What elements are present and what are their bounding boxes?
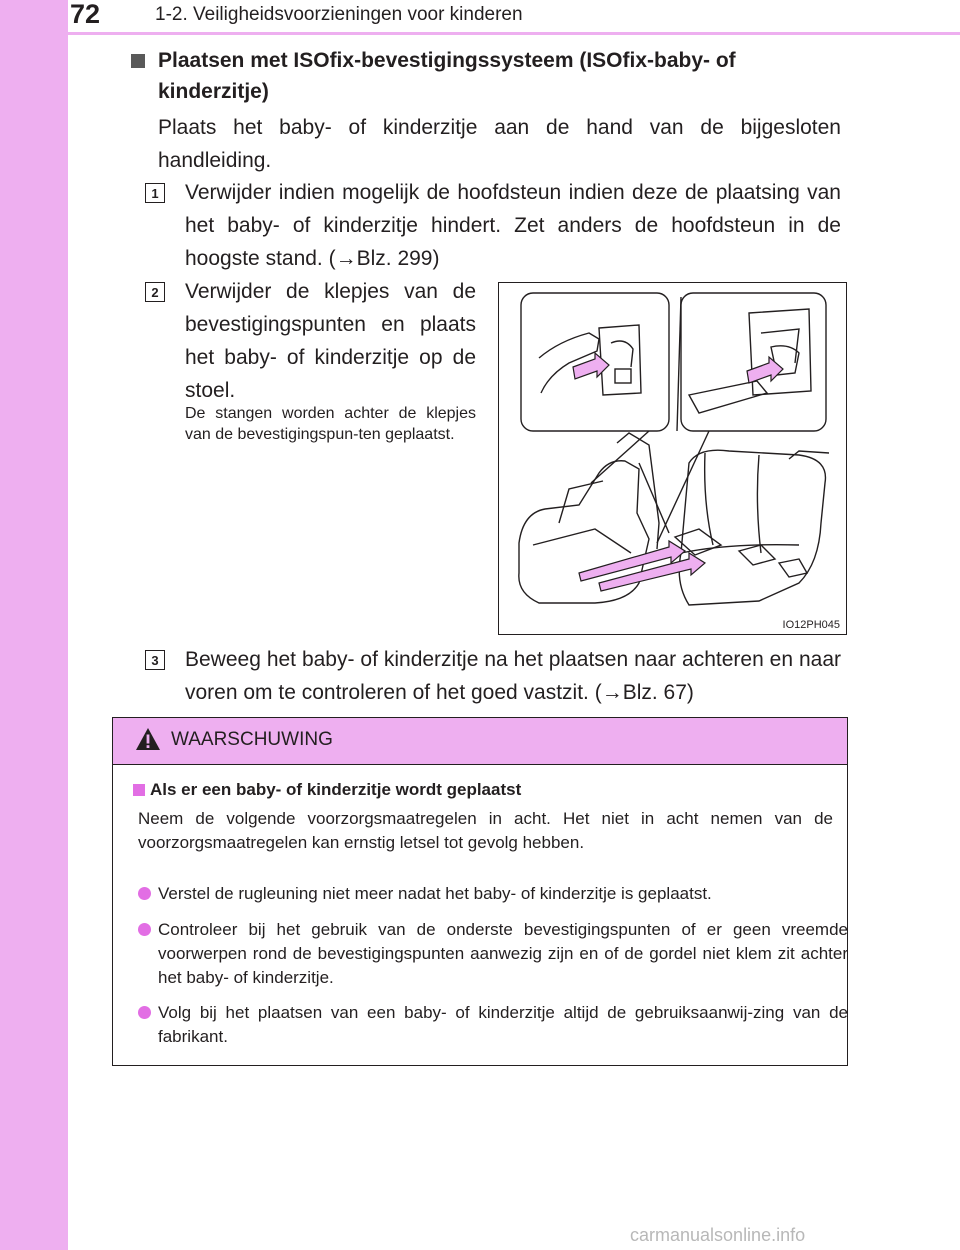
car-seat-isofix-drawing — [499, 283, 845, 633]
warning-bullet-text: Controleer bij het gebruik van de onderste bevestigingspunten of er geen vreemde voorwerpen rond de bevestigingspunten aanwezig zijn en of de gordel niet klem zit achter het baby- of kinderzitje. — [158, 920, 848, 987]
page-number: 72 — [70, 0, 101, 29]
square-bullet-icon — [131, 54, 145, 68]
warning-box — [112, 717, 848, 1066]
warning-triangle-icon — [135, 727, 161, 751]
warning-bullet-2 — [138, 918, 848, 990]
step-3-text: Beweeg het baby- of kinderzitje na het plaatsen naar achteren en naar voren om te controleren of het goed vastzit. (→Blz. 67) — [185, 648, 841, 704]
warning-header — [113, 718, 847, 765]
section-heading-text: Plaatsen met ISOfix-bevestigingssysteem (ISOfix-baby- of kinderzitje) — [158, 49, 736, 103]
header-section-title: 1-2. Veiligheidsvoorzieningen voor kinderen — [155, 4, 523, 25]
intro-paragraph: Plaats het baby- of kinderzitje aan de hand van de bijgesloten handleiding. — [158, 116, 841, 172]
header-rule — [68, 32, 960, 35]
step-1-text: Verwijder indien mogelijk de hoofdsteun indien deze de plaatsing van het baby- of kinderzitje hindert. Zet anders de hoofdsteun in de hoogste stand. (→Blz. 299) — [185, 181, 841, 270]
isofix-illustration — [498, 282, 847, 635]
step-number-1: 1 — [145, 183, 165, 203]
section-heading — [131, 45, 831, 107]
warning-bullet-3 — [138, 1001, 848, 1049]
step-number-3: 3 — [145, 650, 165, 670]
warning-bullet-1 — [138, 882, 848, 906]
warning-title: WAARSCHUWING — [171, 729, 333, 750]
warning-subheading-text: Als er een baby- of kinderzitje wordt geplaatst — [150, 780, 522, 799]
round-bullet-icon — [138, 923, 151, 936]
step-2-text: Verwijder de klepjes van de bevestigingspunten en plaats het baby- of kinderzitje op de stoel. — [185, 280, 476, 402]
step-2-note: De stangen worden achter de klepjes van de bevestigingspun-ten geplaatst. — [185, 405, 476, 443]
round-bullet-icon — [138, 1006, 151, 1019]
warning-body: Neem de volgende voorzorgsmaatregelen in acht. Het niet in acht nemen van de voorzorgsmaatregelen kan ernstig letsel tot gevolg hebben. — [138, 809, 833, 852]
step-number-2: 2 — [145, 282, 165, 302]
watermark: carmanualsonline.info — [630, 1225, 806, 1245]
left-sidebar-band — [0, 0, 68, 1250]
square-bullet-icon — [133, 784, 145, 796]
round-bullet-icon — [138, 887, 151, 900]
warning-bullet-text: Verstel de rugleuning niet meer nadat het baby- of kinderzitje is geplaatst. — [158, 884, 712, 903]
warning-bullet-text: Volg bij het plaatsen van een baby- of kinderzitje altijd de gebruiksaanwij-zing van de fabrikant. — [158, 1003, 848, 1046]
warning-subheading — [133, 778, 833, 802]
illustration-code: IO12PH045 — [782, 619, 840, 631]
